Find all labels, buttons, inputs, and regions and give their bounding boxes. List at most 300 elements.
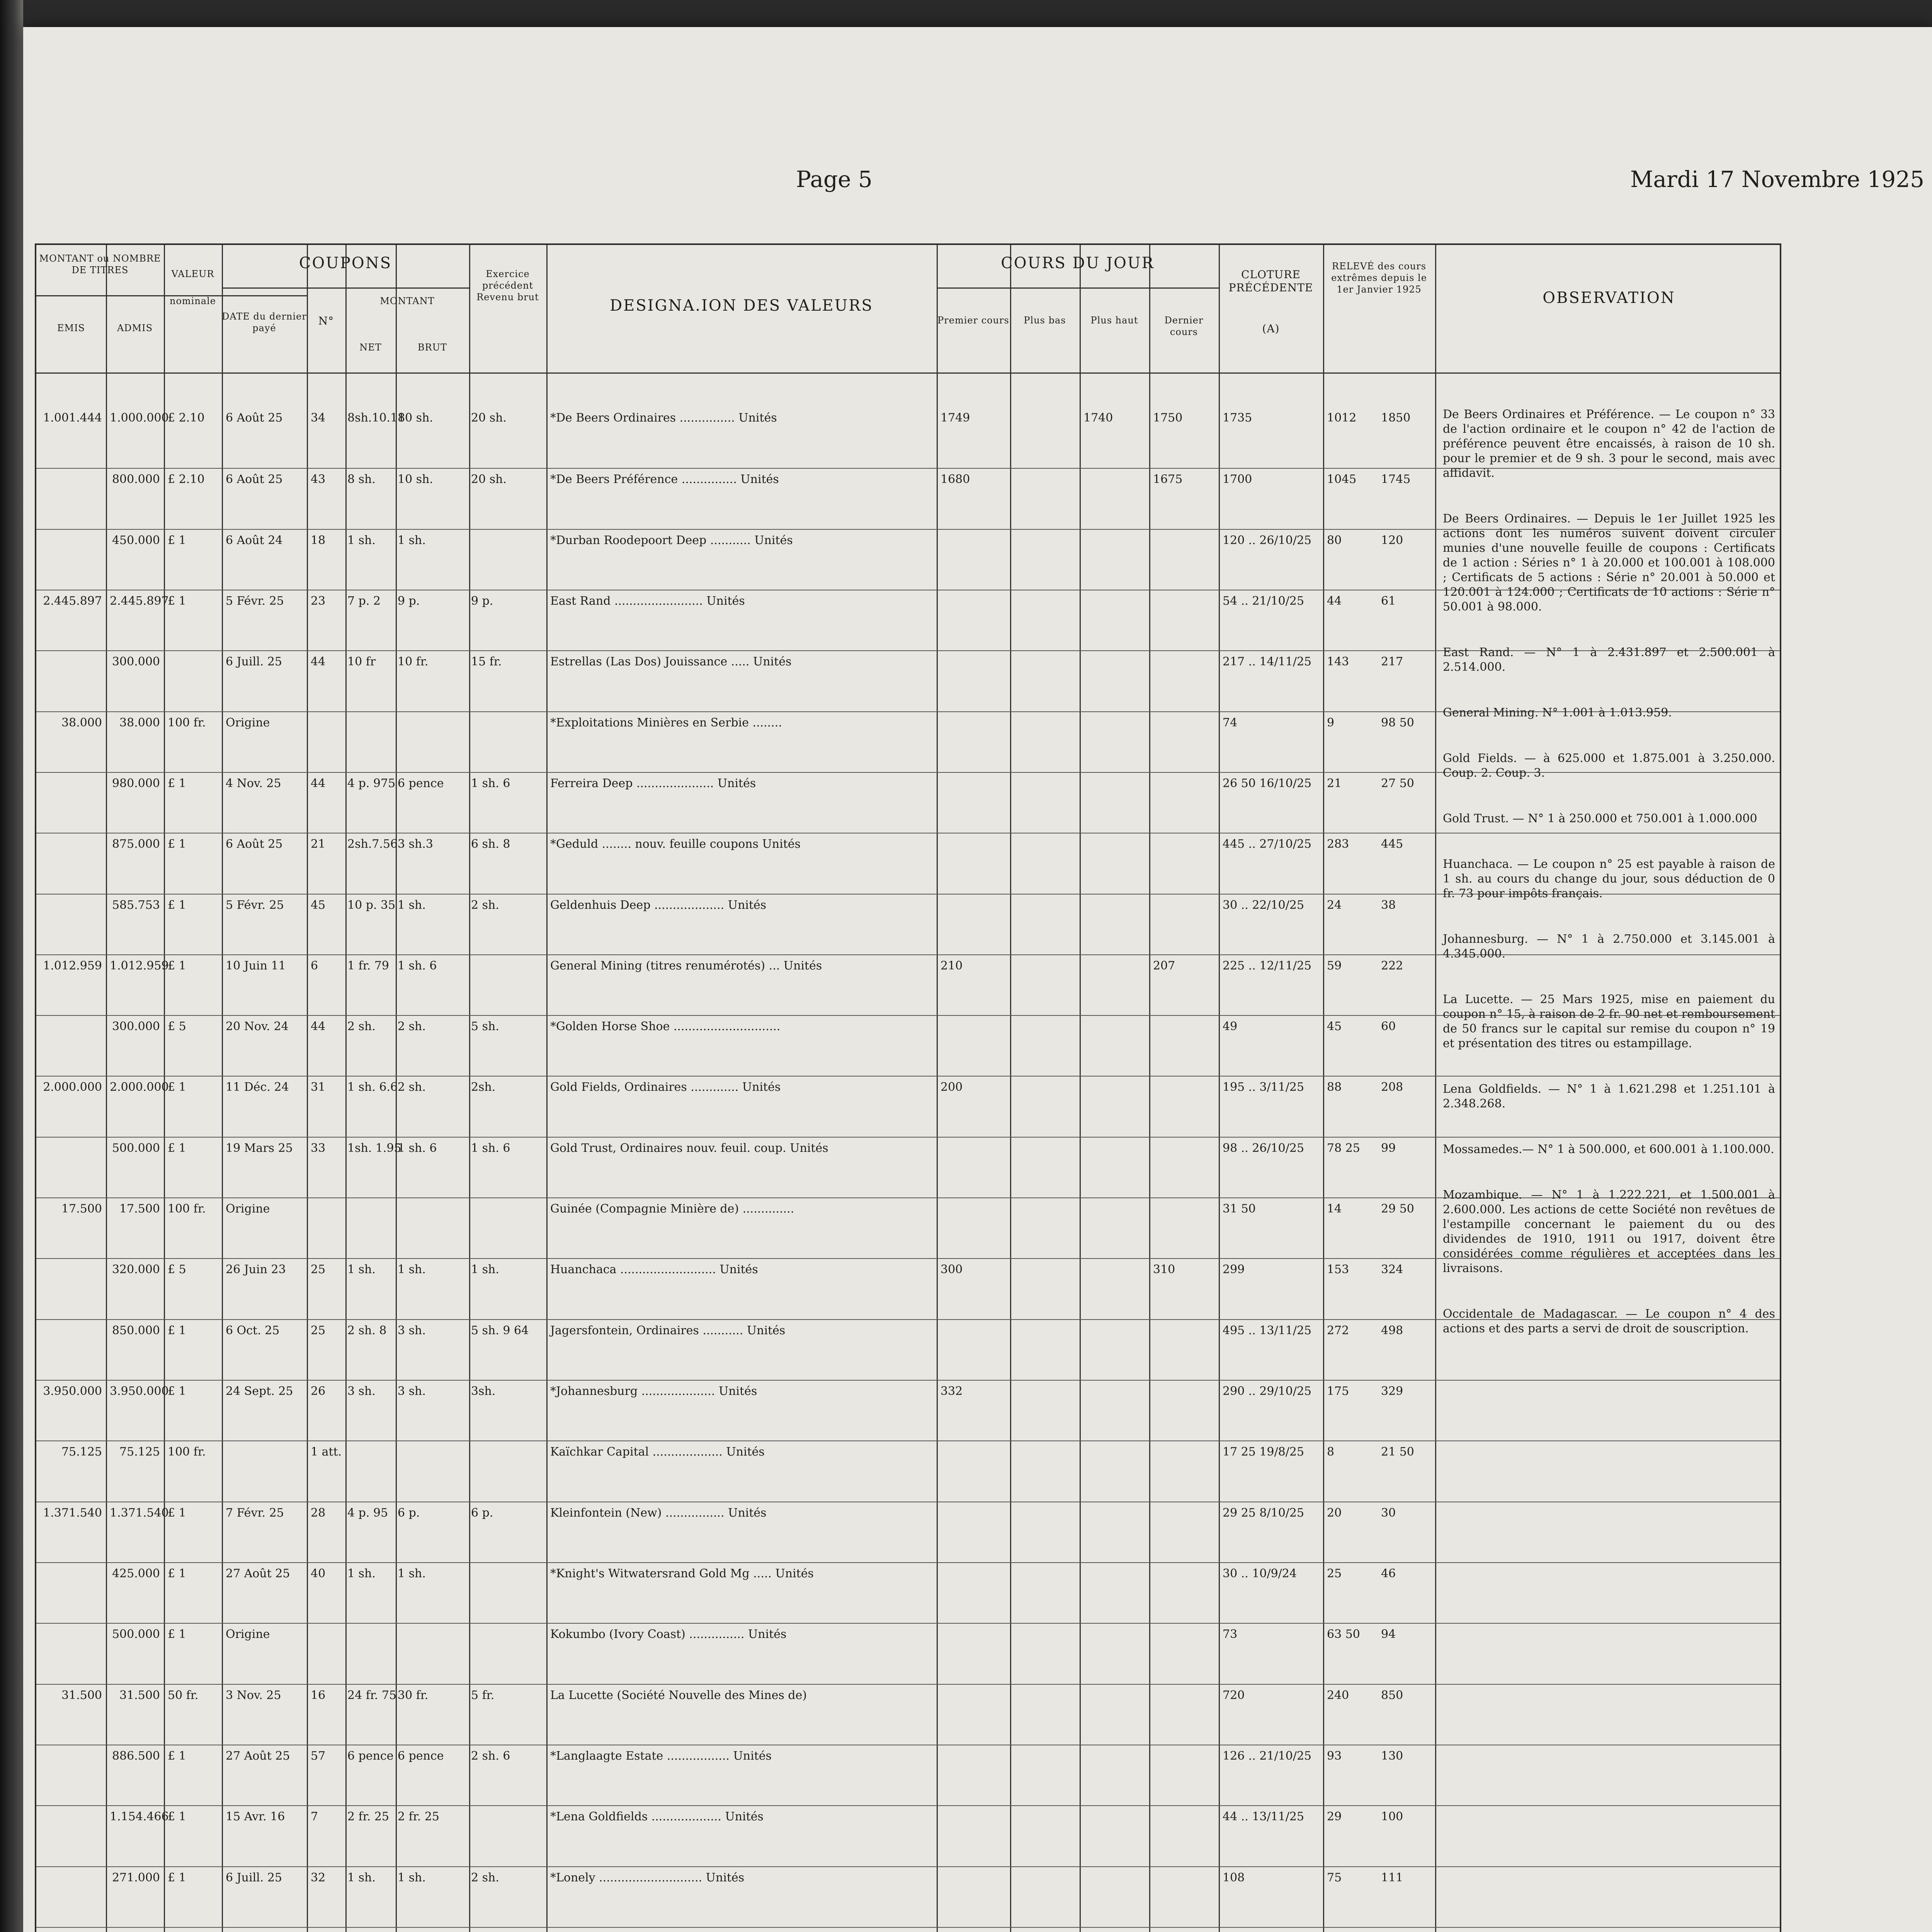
cell-brut: 6 pence: [398, 1749, 444, 1763]
cell-net: 4 p. 95: [347, 1506, 388, 1520]
cell-hi: 445: [1381, 837, 1403, 851]
cell-net: 2 sh.: [347, 1020, 376, 1034]
cell-valeur: £ 2.10: [168, 411, 205, 425]
cell-emis: 75.125: [61, 1445, 102, 1459]
cell-date: 6 Août 25: [226, 473, 283, 486]
col-montant-nombre: MONTANT ou NOMBRE DE TITRES: [39, 253, 161, 276]
table-row: [36, 1623, 1780, 1684]
cell-hi: 111: [1381, 1871, 1403, 1884]
cell-no: 25: [311, 1263, 326, 1277]
cell-no: 40: [311, 1567, 326, 1581]
cell-date: 6 Août 25: [226, 837, 283, 851]
cell-net: 1 sh.: [347, 1871, 376, 1884]
cell-admis: 1.000.000: [110, 411, 169, 425]
cell-emis: 31.500: [61, 1688, 102, 1702]
cell-lo: 78 25: [1327, 1141, 1360, 1155]
cell-brut: 2 fr. 25: [398, 1810, 440, 1824]
col-plus-bas: Plus bas: [1024, 315, 1066, 326]
cell-brut: 6 p.: [398, 1506, 420, 1520]
cell-hi: 38: [1381, 898, 1396, 912]
cell-no: 57: [311, 1749, 326, 1763]
cell-valeur: £ 1: [168, 594, 186, 608]
cell-admis: 2.445.897: [110, 594, 169, 608]
cell-net: 10 p. 35: [347, 898, 396, 912]
cell-brut: 3 sh.3: [398, 837, 433, 851]
cell-net: 8 sh.: [347, 473, 376, 486]
cell-hi: 21 50: [1381, 1445, 1414, 1459]
cell-admis: 3.950.000: [110, 1384, 169, 1398]
cell-valeur: £ 1: [168, 1323, 186, 1337]
cell-des: *Geduld ........ nouv. feuille coupons Unités: [550, 837, 801, 851]
cell-cl: 31 50: [1223, 1202, 1256, 1216]
cell-no: 43: [311, 473, 326, 486]
cell-rev: 2sh.: [471, 1080, 496, 1094]
cell-date: 5 Févr. 25: [226, 898, 284, 912]
cell-rev: 15 fr.: [471, 655, 502, 669]
cell-no: 44: [311, 776, 326, 790]
col-date: DATE du dernier payé: [222, 311, 307, 333]
cell-des: *Johannesburg .................... Unités: [550, 1384, 757, 1398]
cell-valeur: £ 2.10: [168, 473, 205, 486]
col-cours-du-jour: COURS DU JOUR: [1001, 254, 1155, 272]
cell-date: 24 Sept. 25: [226, 1384, 293, 1398]
cell-no: 34: [311, 411, 326, 425]
cell-lo: 8: [1327, 1445, 1335, 1459]
cell-valeur: 100 fr.: [168, 716, 206, 730]
cell-cl: 126 .. 21/10/25: [1223, 1749, 1312, 1763]
cell-valeur: £ 1: [168, 1810, 186, 1824]
cell-hi: 99: [1381, 1141, 1396, 1155]
cell-hi: 1850: [1381, 411, 1411, 425]
cell-date: 7 Févr. 25: [226, 1506, 284, 1520]
cell-des: *Lena Goldfields ................... Unités: [550, 1810, 764, 1824]
cell-net: 10 fr: [347, 655, 376, 669]
cell-p1: 300: [940, 1263, 963, 1277]
cell-des: General Mining (titres renumérotés) ... Unités: [550, 959, 822, 973]
cell-brut: 9 p.: [398, 594, 420, 608]
cell-hi: 120: [1381, 533, 1403, 547]
cell-cl: 217 .. 14/11/25: [1223, 655, 1312, 669]
cell-emis: 1.371.540: [43, 1506, 102, 1520]
cell-no: 44: [311, 1020, 326, 1034]
cell-date: Origine: [226, 1628, 270, 1641]
cell-cl: 720: [1223, 1688, 1245, 1702]
cell-cl: 495 .. 13/11/25: [1223, 1323, 1312, 1337]
cell-rev: 5 fr.: [471, 1688, 495, 1702]
table-row: [36, 1866, 1780, 1928]
cell-no: 25: [311, 1323, 326, 1337]
cell-brut: 30 fr.: [398, 1688, 429, 1702]
cell-cl: 73: [1223, 1628, 1238, 1641]
cell-brut: 2 sh.: [398, 1020, 426, 1034]
cell-hi: 850: [1381, 1688, 1403, 1702]
cell-des: Estrellas (Las Dos) Jouissance ..... Unités: [550, 655, 792, 669]
cell-admis: 850.000: [112, 1323, 160, 1337]
cell-valeur: 100 fr.: [168, 1202, 206, 1216]
col-plus-haut: Plus haut: [1090, 315, 1138, 326]
cell-des: *Durban Roodepoort Deep ........... Unités: [550, 533, 793, 547]
cell-date: 5 Févr. 25: [226, 594, 284, 608]
cell-brut: 10 sh.: [398, 411, 433, 425]
cell-brut: 10 fr.: [398, 655, 429, 669]
cell-cl: 1735: [1223, 411, 1252, 425]
cell-no: 6: [311, 959, 318, 973]
observation-note: Gold Fields. — à 625.000 et 1.875.001 à 3.250.000. Coup. 2. Coup. 3.: [1443, 752, 1775, 780]
cell-net: 2 fr. 25: [347, 1810, 389, 1824]
cell-date: 19 Mars 25: [226, 1141, 293, 1155]
cell-date: Origine: [226, 1202, 270, 1216]
observation-note: Occidentale de Madagascar. — Le coupon n° 4 des actions et des parts a servi de droit de souscription.: [1443, 1307, 1775, 1335]
cell-date: 27 Août 25: [226, 1749, 290, 1763]
cell-no: 7: [311, 1810, 318, 1824]
cell-cl: 74: [1223, 716, 1238, 730]
table-row: [36, 1927, 1780, 1932]
cell-cl: 108: [1223, 1871, 1245, 1884]
cell-cl: 299: [1223, 1263, 1245, 1277]
cell-hi: 27 50: [1381, 776, 1414, 790]
cell-admis: 271.000: [112, 1871, 160, 1884]
cell-cl: 44 .. 13/11/25: [1223, 1810, 1304, 1824]
cell-valeur: 100 fr.: [168, 1445, 206, 1459]
cell-net: 6 pence: [347, 1749, 394, 1763]
cell-des: *De Beers Ordinaires ............... Unités: [550, 411, 777, 425]
cell-net: 1 sh.: [347, 533, 376, 547]
cell-admis: 1.012.959: [110, 959, 169, 973]
cell-rev: 1 sh.: [471, 1263, 499, 1277]
col-brut: BRUT: [418, 342, 447, 353]
cell-admis: 1.371.540: [110, 1506, 169, 1520]
cell-no: 44: [311, 655, 326, 669]
cell-cl: 120 .. 26/10/25: [1223, 533, 1312, 547]
cell-hi: 100: [1381, 1810, 1403, 1824]
cell-admis: 320.000: [112, 1263, 160, 1277]
cell-valeur: £ 1: [168, 1871, 186, 1884]
cell-emis: 1.012.959: [43, 959, 102, 973]
cell-des: Kleinfontein (New) ................ Unités: [550, 1506, 767, 1520]
cell-valeur: £ 5: [168, 1263, 186, 1277]
cell-des: *Lonely ............................ Unités: [550, 1871, 745, 1884]
cell-ph: 1740: [1083, 411, 1113, 425]
cell-hi: 329: [1381, 1384, 1403, 1398]
cell-lo: 93: [1327, 1749, 1342, 1763]
cell-rev: 6 p.: [471, 1506, 493, 1520]
table-row: [36, 1684, 1780, 1745]
cell-brut: 1 sh. 6: [398, 959, 437, 973]
cell-lo: 1012: [1327, 411, 1357, 425]
cell-lo: 63 50: [1327, 1628, 1360, 1641]
cell-des: East Rand ........................ Unités: [550, 594, 745, 608]
cell-p1: 332: [940, 1384, 963, 1398]
cell-emis: 3.950.000: [43, 1384, 102, 1398]
cell-cl: 98 .. 26/10/25: [1223, 1141, 1304, 1155]
cell-no: 28: [311, 1506, 326, 1520]
observations: [1443, 407, 1775, 1367]
cell-emis: 17.500: [61, 1202, 102, 1216]
cell-cl: 49: [1223, 1020, 1238, 1034]
table-row: [36, 1502, 1780, 1563]
cell-valeur: 50 fr.: [168, 1688, 199, 1702]
cell-rev: 5 sh. 9 64: [471, 1323, 529, 1337]
cell-net: 8sh.10.18: [347, 411, 405, 425]
cell-brut: 1 sh.: [398, 1567, 426, 1581]
cell-brut: 1 sh.: [398, 1871, 426, 1884]
cell-net: 1sh. 1.95: [347, 1141, 401, 1155]
cell-net: 24 fr. 75: [347, 1688, 397, 1702]
cell-date: 3 Nov. 25: [226, 1688, 281, 1702]
observation-note: Gold Trust. — N° 1 à 250.000 et 750.001 à 1.000.000: [1443, 812, 1757, 825]
cell-p1: 1680: [940, 473, 970, 486]
cell-valeur: £ 1: [168, 1384, 186, 1398]
cell-lo: 45: [1327, 1020, 1342, 1034]
cell-des: *De Beers Préférence ............... Unités: [550, 473, 779, 486]
cell-lo: 29: [1327, 1810, 1342, 1824]
cell-date: 27 Août 25: [226, 1567, 290, 1581]
cell-valeur: £ 1: [168, 533, 186, 547]
cell-admis: 425.000: [112, 1567, 160, 1581]
cell-hi: 222: [1381, 959, 1403, 973]
cell-rev: 2 sh. 6: [471, 1749, 510, 1763]
cell-hi: 61: [1381, 594, 1396, 608]
cell-rev: 3sh.: [471, 1384, 496, 1398]
cell-hi: 217: [1381, 655, 1403, 669]
cell-no: 45: [311, 898, 326, 912]
cell-brut: 1 sh.: [398, 1263, 426, 1277]
col-montant: MONTANT: [380, 296, 435, 306]
cell-no: 31: [311, 1080, 326, 1094]
cell-brut: 3 sh.: [398, 1384, 426, 1398]
cell-dc: 1675: [1153, 473, 1183, 486]
cell-admis: 300.000: [112, 655, 160, 669]
cell-des: Guinée (Compagnie Minière de) ..............: [550, 1202, 794, 1216]
observation-note: Huanchaca. — Le coupon n° 25 est payable à raison de 1 sh. au cours du change du jour, sous déduction de 0 fr. 73 pour impôts français.: [1443, 857, 1775, 900]
cell-rev: 2 sh.: [471, 898, 499, 912]
cell-no: 32: [311, 1871, 326, 1884]
cell-admis: 300.000: [112, 1020, 160, 1034]
cell-admis: 585.753: [112, 898, 160, 912]
cell-rev: 5 sh.: [471, 1020, 499, 1034]
col-net: NET: [359, 342, 382, 353]
cell-des: *Exploitations Minières en Serbie ........: [550, 716, 782, 730]
cell-dc: 207: [1153, 959, 1175, 973]
cell-net: 7 p. 2: [347, 594, 381, 608]
cell-brut: 1 sh.: [398, 898, 426, 912]
cell-p1: 200: [940, 1080, 963, 1094]
cell-valeur: £ 5: [168, 1020, 186, 1034]
page-date: Mardi 17 Novembre 1925: [1630, 166, 1924, 192]
newspaper-page: [23, 27, 1932, 1932]
cell-des: Kaïchkar Capital ................... Unités: [550, 1445, 765, 1459]
cell-lo: 14: [1327, 1202, 1342, 1216]
observation-note: Mossamedes.— N° 1 à 500.000, et 600.001 à 1.100.000.: [1443, 1143, 1774, 1156]
cell-hi: 46: [1381, 1567, 1396, 1581]
cell-net: 1 sh.: [347, 1567, 376, 1581]
col-admis: ADMIS: [117, 323, 153, 333]
cell-net: 3 sh.: [347, 1384, 376, 1398]
cell-net: 2 sh. 8: [347, 1323, 387, 1337]
cell-cl: 54 .. 21/10/25: [1223, 594, 1304, 608]
cell-lo: 21: [1327, 776, 1342, 790]
cell-date: 6 Août 24: [226, 533, 283, 547]
cell-date: Origine: [226, 716, 270, 730]
page-header: [23, 166, 1932, 193]
cell-lo: 24: [1327, 898, 1342, 912]
cell-des: Jagersfontein, Ordinaires ........... Unités: [550, 1323, 786, 1337]
cell-valeur: £ 1: [168, 1080, 186, 1094]
col-premier: Premier cours: [937, 315, 1009, 326]
col-cloture: CLOTURE PRÉCÉDENTE: [1228, 268, 1313, 294]
cell-emis: 38.000: [61, 716, 102, 730]
table-row: [36, 1440, 1780, 1502]
cell-hi: 30: [1381, 1506, 1396, 1520]
cell-net: 4 p. 975: [347, 776, 396, 790]
cell-des: Geldenhuis Deep ................... Unités: [550, 898, 767, 912]
cell-brut: 3 sh.: [398, 1323, 426, 1337]
cell-lo: 175: [1327, 1384, 1349, 1398]
cell-admis: 500.000: [112, 1628, 160, 1641]
cell-p1: 1749: [940, 411, 970, 425]
cell-lo: 44: [1327, 594, 1342, 608]
cell-cl: 290 .. 29/10/25: [1223, 1384, 1312, 1398]
cell-brut: 1 sh. 6: [398, 1141, 437, 1155]
cell-no: 23: [311, 594, 326, 608]
col-releve: RELEVÉ des cours extrêmes depuis le 1er Janvier 1925: [1331, 261, 1427, 295]
cell-lo: 143: [1327, 655, 1349, 669]
cell-rev: 2 sh.: [471, 1871, 499, 1884]
cell-valeur: £ 1: [168, 776, 186, 790]
cell-cl: 30 .. 10/9/24: [1223, 1567, 1297, 1581]
observation-note: De Beers Ordinaires. — Depuis le 1er Juillet 1925 les actions dont les numéros suivent doivent circuler munies d'une nouvelle feuille de coupons : Certificats de 1 action : Séries n° 1 à 20.000 et 100.001 à 108.000 ; Certificats de 5 actions : Série n° 20.001 à 50.000 et 120.001 à 124.000 ; Certificats de 10 actions : Série n° 50.001 à 98.000.: [1443, 512, 1775, 614]
observation-note: East Rand. — N° 1 à 2.431.897 et 2.500.001 à 2.514.000.: [1443, 646, 1775, 674]
col-no: N°: [318, 315, 334, 327]
cell-net: 1 fr. 79: [347, 959, 389, 973]
cell-des: Gold Fields, Ordinaires ............. Unités: [550, 1080, 781, 1094]
cell-des: La Lucette (Société Nouvelle des Mines de): [550, 1688, 807, 1702]
cell-date: 4 Nov. 25: [226, 776, 281, 790]
cell-dc: 1750: [1153, 411, 1183, 425]
cell-valeur: £ 1: [168, 1628, 186, 1641]
cell-admis: 17.500: [119, 1202, 160, 1216]
cell-lo: 272: [1327, 1323, 1349, 1337]
cell-date: 20 Nov. 24: [226, 1020, 289, 1034]
col-emis: EMIS: [57, 323, 85, 333]
cell-valeur: £ 1: [168, 1141, 186, 1155]
cell-dc: 310: [1153, 1263, 1175, 1277]
cell-p1: 210: [940, 959, 963, 973]
cell-net: 2sh.7.56: [347, 837, 398, 851]
cell-rev: 9 p.: [471, 594, 493, 608]
cell-lo: 20: [1327, 1506, 1342, 1520]
cell-no: 16: [311, 1688, 326, 1702]
cell-net: 1 sh.: [347, 1263, 376, 1277]
cell-hi: 94: [1381, 1628, 1396, 1641]
cell-des: Kokumbo (Ivory Coast) ............... Unités: [550, 1628, 787, 1641]
col-nominale: nominale: [170, 296, 216, 306]
cell-admis: 500.000: [112, 1141, 160, 1155]
cell-date: 6 Oct. 25: [226, 1323, 280, 1337]
cell-admis: 800.000: [112, 473, 160, 486]
cell-admis: 980.000: [112, 776, 160, 790]
cell-valeur: £ 1: [168, 959, 186, 973]
cell-hi: 498: [1381, 1323, 1403, 1337]
cell-no: 21: [311, 837, 326, 851]
cell-emis: 2.445.897: [43, 594, 102, 608]
cell-date: 6 Juill. 25: [226, 655, 282, 669]
cell-date: 15 Avr. 16: [226, 1810, 285, 1824]
table-row: [36, 1745, 1780, 1806]
col-designation: DESIGNA.ION DES VALEURS: [610, 297, 873, 315]
cell-emis: 1.001.444: [43, 411, 102, 425]
cell-hi: 98 50: [1381, 716, 1414, 730]
cell-hi: 60: [1381, 1020, 1396, 1034]
cell-cl: 26 50 16/10/25: [1223, 776, 1312, 790]
cell-cl: 445 .. 27/10/25: [1223, 837, 1312, 851]
col-exercice: Exercice précédent Revenu brut: [476, 269, 539, 303]
cell-brut: 10 sh.: [398, 473, 433, 486]
cell-admis: 38.000: [119, 716, 160, 730]
cell-brut: 6 pence: [398, 776, 444, 790]
cell-rev: 1 sh. 6: [471, 1141, 510, 1155]
cell-admis: 450.000: [112, 533, 160, 547]
cell-admis: 75.125: [119, 1445, 160, 1459]
cell-lo: 1045: [1327, 473, 1357, 486]
cell-rev: 20 sh.: [471, 411, 507, 425]
cell-valeur: £ 1: [168, 837, 186, 851]
cell-date: 10 Juin 11: [226, 959, 286, 973]
cell-no: 18: [311, 533, 326, 547]
cell-cl: 17 25 19/8/25: [1223, 1445, 1304, 1459]
cell-cl: 1700: [1223, 473, 1252, 486]
observation-note: La Lucette. — 25 Mars 1925, mise en paiement du coupon n° 15, à raison de 2 fr. 90 net et remboursement de 50 francs sur le capital sur remise du coupon n° 19 et présentation des titres ou estampillage.: [1443, 993, 1775, 1050]
cell-des: Huanchaca .......................... Unités: [550, 1263, 758, 1277]
cell-date: 6 Juill. 25: [226, 1871, 282, 1884]
cell-hi: 29 50: [1381, 1202, 1414, 1216]
cell-emis: 2.000.000: [43, 1080, 102, 1094]
cell-cl: 225 .. 12/11/25: [1223, 959, 1312, 973]
cell-date: 26 Juin 23: [226, 1263, 286, 1277]
cell-brut: 1 sh.: [398, 533, 426, 547]
col-valeur: VALEUR: [171, 269, 214, 279]
observation-note: Lena Goldfields. — N° 1 à 1.621.298 et 1.251.101 à 2.348.268.: [1443, 1082, 1775, 1111]
col-coupons: COUPONS: [299, 254, 392, 272]
cell-rev: 6 sh. 8: [471, 837, 510, 851]
cell-admis: 875.000: [112, 837, 160, 851]
cell-no: 33: [311, 1141, 326, 1155]
cell-lo: 59: [1327, 959, 1342, 973]
cell-date: 11 Déc. 24: [226, 1080, 289, 1094]
cell-lo: 240: [1327, 1688, 1349, 1702]
cell-valeur: £ 1: [168, 898, 186, 912]
cell-rev: 20 sh.: [471, 473, 507, 486]
page-number: Page 5: [796, 166, 872, 192]
observation-note: General Mining. N° 1.001 à 1.013.959.: [1443, 706, 1672, 719]
observation-note: Mozambique. — N° 1 à 1.222.221, et 1.500.001 à 2.600.000. Les actions de cette Société non revêtues de l'estampille concernant le paiement du ou des dividendes de 1910, 1911 ou 1917, doivent être considérées comme régulières et acceptées dans les livraisons.: [1443, 1188, 1775, 1275]
cell-admis: 1.154.466: [110, 1810, 169, 1824]
table-row: [36, 1805, 1780, 1867]
col-cloture-a: (A): [1262, 322, 1280, 335]
cell-rev: 1 sh. 6: [471, 776, 510, 790]
quotation-table: [35, 243, 1781, 1932]
cell-lo: 88: [1327, 1080, 1342, 1094]
cell-valeur: £ 1: [168, 1506, 186, 1520]
cell-admis: 31.500: [119, 1688, 160, 1702]
cell-des: *Golden Horse Shoe .............................: [550, 1020, 781, 1034]
cell-no: 26: [311, 1384, 326, 1398]
col-dernier: Dernier cours: [1164, 315, 1204, 337]
cell-no: 1 att.: [311, 1445, 342, 1459]
cell-hi: 130: [1381, 1749, 1403, 1763]
cell-des: Ferreira Deep ..................... Unités: [550, 776, 756, 790]
cell-net: 1 sh. 6.6: [347, 1080, 398, 1094]
